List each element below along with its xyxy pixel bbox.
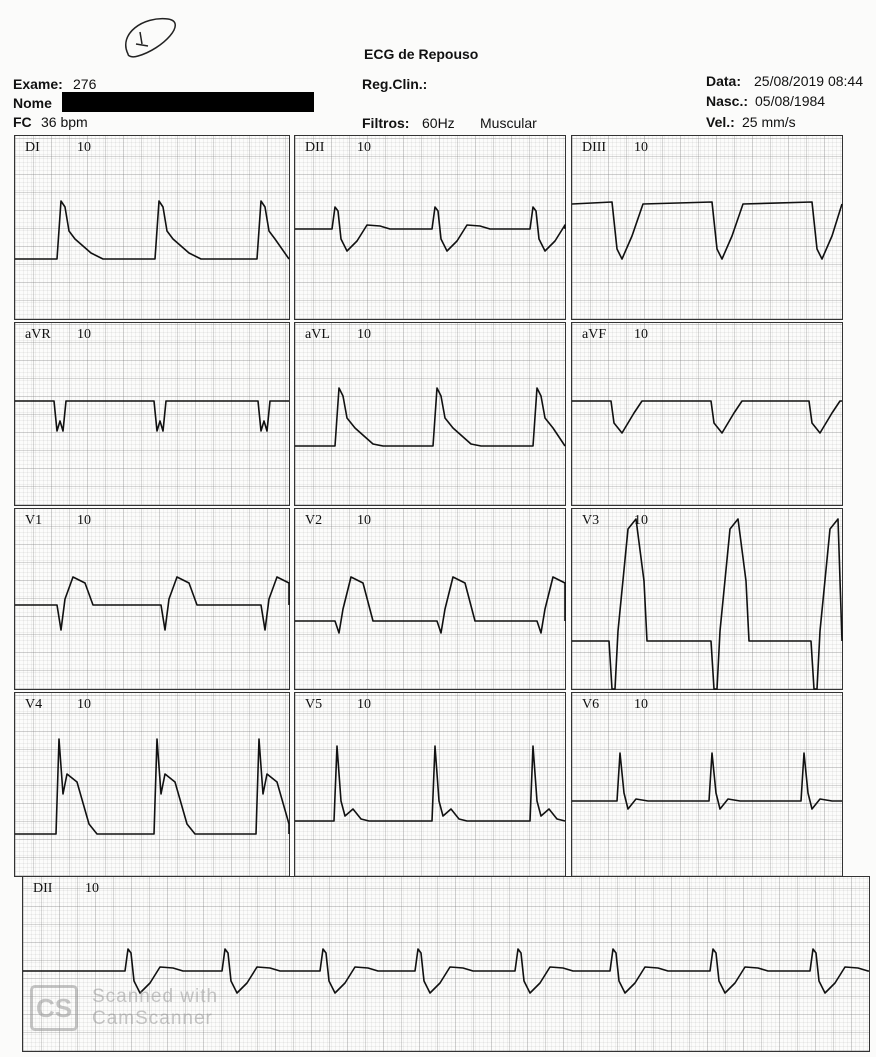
lead-label: DI bbox=[25, 140, 40, 155]
lead-panel-avf bbox=[571, 322, 843, 506]
data-value: 25/08/2019 08:44 bbox=[754, 73, 863, 89]
lead-panel-v2 bbox=[294, 508, 566, 690]
lead-label: V3 bbox=[582, 513, 600, 528]
lead-label: V6 bbox=[582, 697, 600, 712]
exame-value: 276 bbox=[73, 76, 97, 92]
lead-panel-avl bbox=[294, 322, 566, 506]
lead-label: V5 bbox=[305, 697, 323, 712]
lead-label: DII bbox=[33, 881, 53, 896]
handwritten-mark bbox=[118, 14, 188, 59]
fc-label: FC bbox=[13, 114, 32, 130]
lead-panel-v6 bbox=[571, 692, 843, 877]
lead-label: V4 bbox=[25, 697, 43, 712]
ecg-trace bbox=[295, 136, 567, 321]
camscanner-watermark bbox=[30, 985, 218, 1031]
gain-label: 10 bbox=[77, 327, 91, 342]
lead-panel-v1 bbox=[14, 508, 290, 690]
lead-panel-v4 bbox=[14, 692, 290, 877]
filtros-label: Filtros: bbox=[362, 115, 410, 131]
ecg-trace bbox=[572, 693, 844, 878]
lead-panel-v3 bbox=[571, 508, 843, 690]
gain-label: 10 bbox=[634, 513, 648, 528]
gain-label: 10 bbox=[77, 513, 91, 528]
gain-label: 10 bbox=[357, 140, 371, 155]
gain-label: 10 bbox=[634, 327, 648, 342]
watermark-line1: Scanned with bbox=[92, 986, 219, 1007]
lead-label: DIII bbox=[582, 140, 607, 155]
lead-label: aVR bbox=[25, 327, 51, 342]
data-label: Data: bbox=[706, 73, 742, 89]
nasc-label: Nasc.: bbox=[706, 93, 749, 109]
ecg-trace bbox=[572, 323, 844, 507]
regclin-label: Reg.Clin.: bbox=[362, 76, 428, 92]
lead-panel-di bbox=[14, 135, 290, 320]
ecg-trace bbox=[572, 509, 844, 691]
lead-panel-diii bbox=[571, 135, 843, 320]
ecg-trace bbox=[15, 509, 291, 691]
ecg-trace bbox=[295, 323, 567, 507]
ecg-trace bbox=[295, 693, 567, 878]
gain-label: 10 bbox=[357, 697, 371, 712]
vel-value: 25 mm/s bbox=[742, 114, 796, 130]
lead-label: aVF bbox=[582, 327, 607, 342]
camscanner-logo-icon: CS bbox=[30, 985, 78, 1031]
lead-label: V1 bbox=[25, 513, 43, 528]
gain-label: 10 bbox=[634, 140, 648, 155]
fc-value: 36 bpm bbox=[41, 114, 88, 130]
lead-label: aVL bbox=[305, 327, 330, 342]
gain-label: 10 bbox=[85, 881, 99, 896]
lead-panel-v5 bbox=[294, 692, 566, 877]
ecg-trace bbox=[15, 693, 291, 878]
filtros-extra: Muscular bbox=[480, 115, 537, 131]
nasc-value: 05/08/1984 bbox=[755, 93, 826, 109]
exame-label: Exame: bbox=[13, 76, 63, 92]
gain-label: 10 bbox=[634, 697, 648, 712]
ecg-trace bbox=[295, 509, 567, 691]
ecg-trace bbox=[15, 136, 291, 321]
lead-label: DII bbox=[305, 140, 325, 155]
lead-panel-dii bbox=[294, 135, 566, 320]
nome-label: Nome bbox=[13, 95, 52, 111]
page-title: ECG de Repouso bbox=[364, 46, 479, 62]
filtros-value: 60Hz bbox=[422, 115, 455, 131]
ecg-trace bbox=[572, 136, 844, 321]
lead-panel-avr bbox=[14, 322, 290, 506]
gain-label: 10 bbox=[357, 327, 371, 342]
gain-label: 10 bbox=[77, 697, 91, 712]
ecg-trace bbox=[15, 323, 291, 507]
gain-label: 10 bbox=[77, 140, 91, 155]
watermark-line2: CamScanner bbox=[92, 1008, 213, 1029]
vel-label: Vel.: bbox=[706, 114, 735, 130]
gain-label: 10 bbox=[357, 513, 371, 528]
lead-label: V2 bbox=[305, 513, 323, 528]
redacted-name bbox=[62, 92, 314, 112]
